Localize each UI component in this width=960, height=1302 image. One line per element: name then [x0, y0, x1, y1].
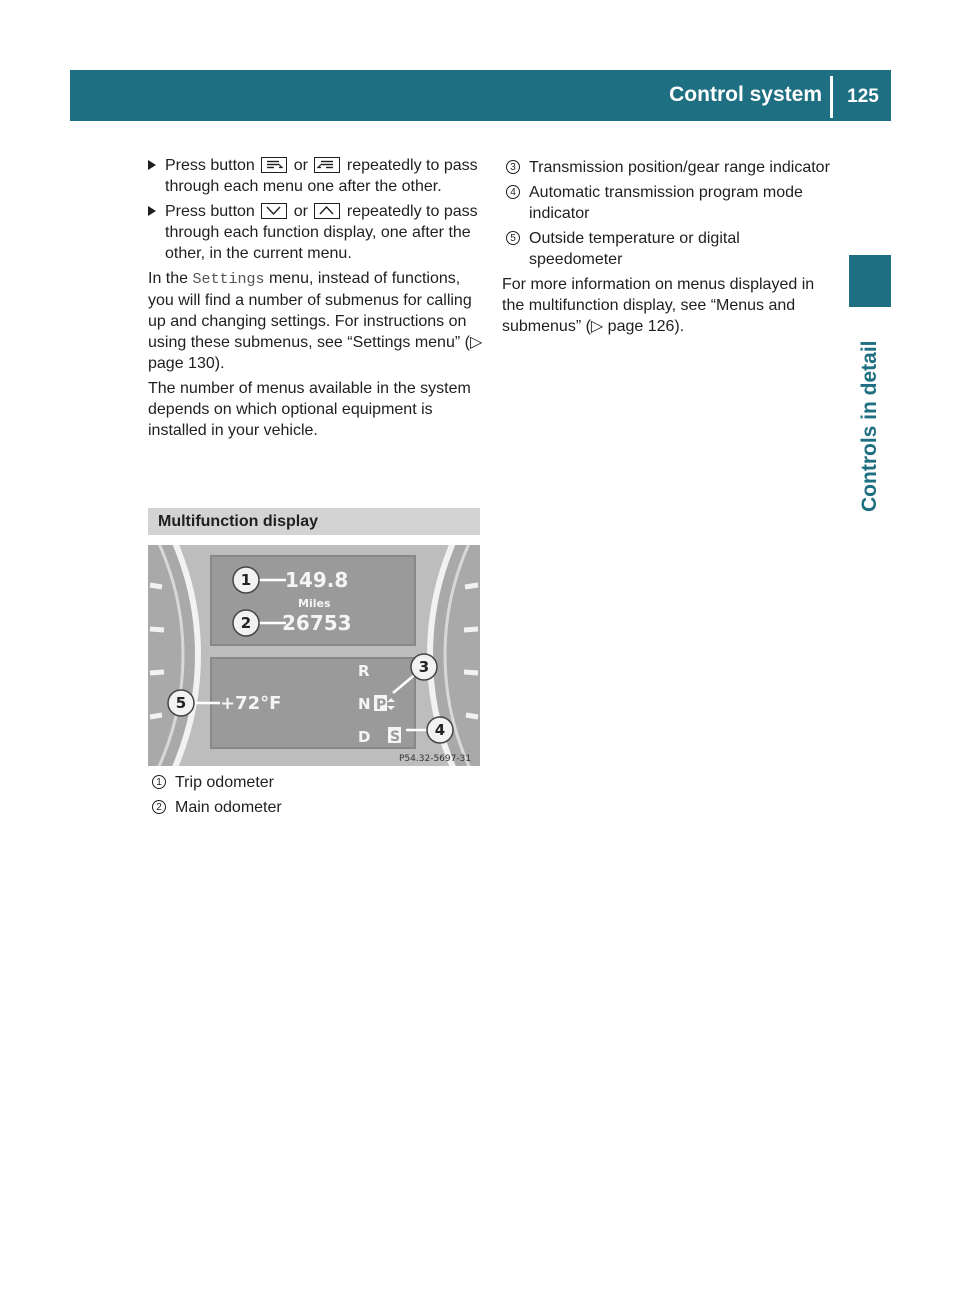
legend-number-5: 5: [506, 231, 520, 245]
multifunction-display-figure: [148, 545, 480, 766]
callout-1-label: 1: [240, 571, 252, 589]
callout-4-label: 4: [434, 721, 446, 739]
arrow-up-button-icon: [314, 203, 340, 219]
menu-back-button-icon: [261, 157, 287, 173]
menu-forward-button-icon: [314, 157, 340, 173]
settings-menu-name: Settings: [192, 271, 265, 288]
figure-legend: [148, 772, 483, 822]
more-info-paragraph: For more information on menus displayed in the multifunction display, see “Menus and submenus” (▷ page 126).: [502, 276, 815, 335]
step-arrow-icon: [148, 160, 156, 170]
section-heading: Multifunction display: [148, 508, 480, 535]
chapter-label: Controls in detail: [858, 340, 881, 512]
legend-item: 3 Transmission position/gear range indicator: [502, 157, 834, 178]
right-column: [502, 157, 834, 341]
legend-item: 5 Outside temperature or digital speedometer: [502, 228, 834, 270]
page-title: Control system: [669, 83, 822, 106]
gear-d: D: [358, 728, 371, 746]
gear-n: N: [358, 695, 371, 713]
legend-item: 4 Automatic transmission program mode indicator: [502, 182, 834, 224]
legend-number-2: 2: [152, 800, 166, 814]
gear-p-selected: P: [376, 697, 387, 713]
step-arrow-icon: [148, 206, 156, 216]
instrument-cluster-illustration: [148, 545, 480, 766]
callout-3-label: 3: [418, 658, 430, 676]
header-divider: [830, 76, 833, 118]
chapter-tab: [849, 255, 891, 307]
main-odometer-value: 26753: [282, 611, 352, 635]
callout-5-label: 5: [175, 694, 187, 712]
arrow-down-button-icon: [261, 203, 287, 219]
callout-2-label: 2: [240, 614, 252, 632]
legend-number-1: 1: [152, 775, 166, 789]
page-number: 125: [847, 86, 879, 107]
settings-paragraph: In the Settings menu, instead of functions, you will find a number of submenus for calling up and changing settings. For instructions on using these submenus, see “Settings menu” (▷ page 130).: [148, 270, 483, 372]
step-item: Press button or repeatedly to pass through each function display, one after the other, in the current menu.: [148, 201, 483, 264]
menus-paragraph: The number of menus available in the system depends on which optional equipment is installed in your vehicle.: [148, 380, 471, 439]
outside-temperature: +72°F: [220, 693, 282, 714]
distance-unit: Miles: [298, 597, 331, 610]
legend-number-3: 3: [506, 160, 520, 174]
step-item: Press button or repeatedly to pass through each menu one after the other.: [148, 155, 483, 197]
legend-item: 2 Main odometer: [148, 797, 483, 818]
figure-code: P54.32-5697-31: [399, 754, 472, 764]
trip-odometer-value: 149.8: [285, 568, 349, 592]
legend-number-4: 4: [506, 185, 520, 199]
left-column: [148, 155, 483, 445]
legend-item: 1 Trip odometer: [148, 772, 483, 793]
program-mode-s: S: [390, 729, 401, 745]
gear-r: R: [358, 662, 370, 680]
